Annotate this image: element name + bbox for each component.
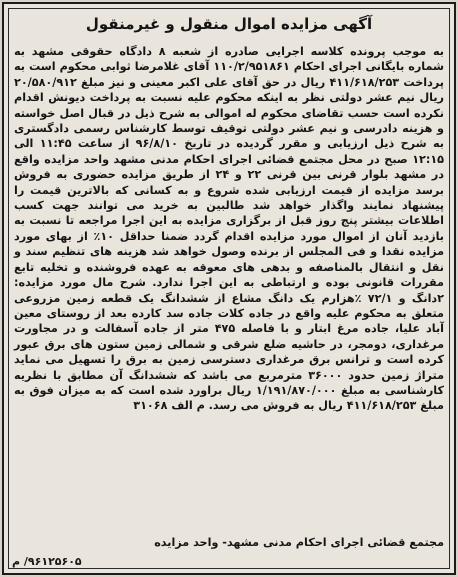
notice-signature: مجتمع قضائی اجرای احکام مدنی مشهد- واحد مزایده bbox=[154, 536, 444, 549]
notice-code: ۹۶۱۲۵۶۰۵/ م bbox=[12, 555, 82, 568]
notice-page bbox=[2, 2, 456, 575]
notice-body-text: به موجب پرونده کلاسه اجرایی صادره از شعبه ۸ دادگاه حقوقی مشهد به شماره بایگانی اجرای احکام ۱۱۰/۲/۹۵۱۸۶۱ آقای غلامرضا ثوابی محکوم است به پرداخت ۴۱۱/۶۱۸/۲۵۳ ریال در حق آقای علی اکبر معینی و نیز مبلغ ۲۰/۵۸۰/۹۱۲ ریال نیم عشر دولتی نظر به اینکه محکوم علیه نسبت به پرداخت دیونش اقدام نکرده است حسب تقاضای محکوم له اموالی به شرح ذیل در قبال اصل خواسته و هزینه دادرسی و نیم عشر دولتی توقیف توسط کارشناس رسمی دادگستری به شرح ذیل ارزیابی و مقرر گردیده در تاریخ ۹۶/۸/۱۰ از ساعت ۱۱:۴۵ الی ۱۲:۱۵ صبح در محل مجتمع قضائی اجرای احکام مدنی مشهد واحد مزایده واقع در مشهد بلوار قرنی بین قرنی ۲۲ و ۲۴ از طریق مزایده حضوری به فروش برسد مزایده از قیمت ارزیابی شده شروع و به کسانی که بالاترین قیمت را پیشنهاد نمایند واگذار خواهد شد طالبین به خرید می توانند جهت کسب اطلاعات بیشتر پنج روز قبل از برگزاری مزایده به این اجرا مراجعه تا نسبت به بازدید آنان از اموال مورد مزایده اقدام گردد ضمنا حداقل ۱۰٪ از بهای مورد مزایده نقدا و فی المجلس از برنده وصول خواهد شد هزینه های تنظیم سند و نقل و انتقال بالمناصفه و بدهی های معوقه به عهده فروشنده و تخلیه تابع مقررات قانونی بوده و ارتباطی به این اجرا ندارد. شرح مال مورد مزایده: ۲دانگ و ۷۲/۱ ٪هزارم یک دانگ مشاع از ششدانگ یک قطعه زمین مزروعی متعلق به محکوم علیه واقع در جاده کلات جاده سد کارده بعد از روستای معین آباد علیا، جاده مرغ ابتار و با فاصله ۴۷۵ متر از جاده آسفالت و در مجاورت مرغداری، دومجر، در حاشیه ضلع شرقی و شمالی زمین ستون های برق عبور کرده است و ترانس برق مرغداری دسترسی زمین به برق را تسهیل می نماید متراژ زمین حدود ۳۶۰۰۰ مترمربع می باشد که ششدانگ آن مطابق با نظریه کارشناسی به مبلغ ۱/۱۹۱/۸۷۰/۰۰۰ ریال براورد شده است که به میزان فوق به مبلغ ۴۱۱/۶۱۸/۲۵۳ ریال به فروش می رسد. م الف ۳۱۰۶۸ bbox=[14, 45, 445, 413]
notice-title: آگهی مزایده اموال منقول و غیرمنقول bbox=[85, 15, 373, 33]
notice-body bbox=[14, 44, 444, 414]
